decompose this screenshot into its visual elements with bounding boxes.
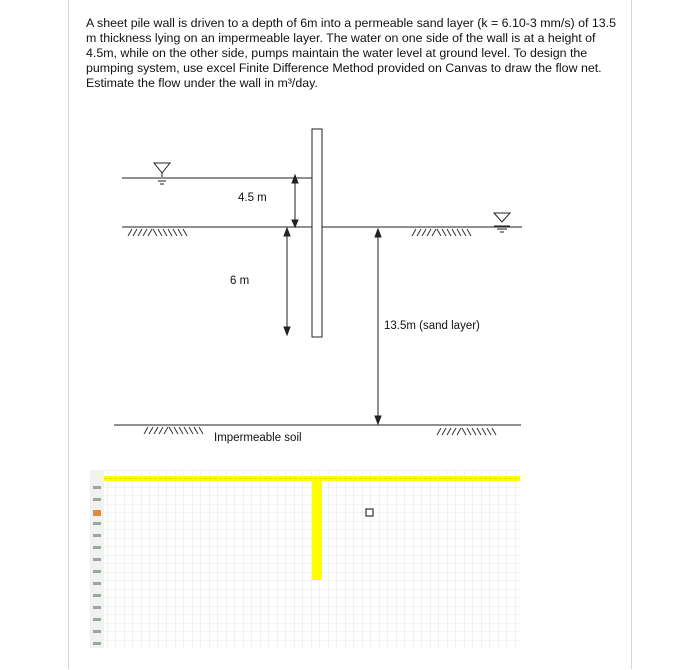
impermeable-soil-label: Impermeable soil [214,432,302,444]
sheet-pile-wall-cells [312,480,322,580]
water-height-arrow [292,175,298,227]
sand-layer-label: 13.5m (sand layer) [384,320,480,332]
sand-layer-arrow [375,229,381,424]
cell-cursor-icon [366,509,373,516]
embedment-label: 6 m [230,275,250,287]
water-height-label: 4.5 m [238,192,267,204]
embedment-arrow [284,228,290,335]
selected-row-marker [93,510,101,516]
problem-statement: A sheet pile wall is driven to a depth of 6m into a permeable sand layer (k = 6.10-3 mm/s) of 13.5 m thickness lying on an impermeable layer. The water on one side of the wall is at a height of 4.5m, while on the other side, pumps maintain the water level at ground level. To design the pumping system, use excel Finite Difference Method provided on Canvas to draw the flow net. Estimate the flow under the wall in m³/day. [86,16,616,90]
bottom-right-hatch [437,428,496,435]
left-ground-hatch [128,229,187,236]
bottom-left-hatch [144,427,203,434]
spreadsheet-flow-net-grid [90,470,520,650]
water-symbol-icon-right [494,213,510,232]
sheet-pile-wall [312,129,322,337]
water-symbol-icon-left [154,163,170,184]
right-ground-hatch [412,229,471,236]
